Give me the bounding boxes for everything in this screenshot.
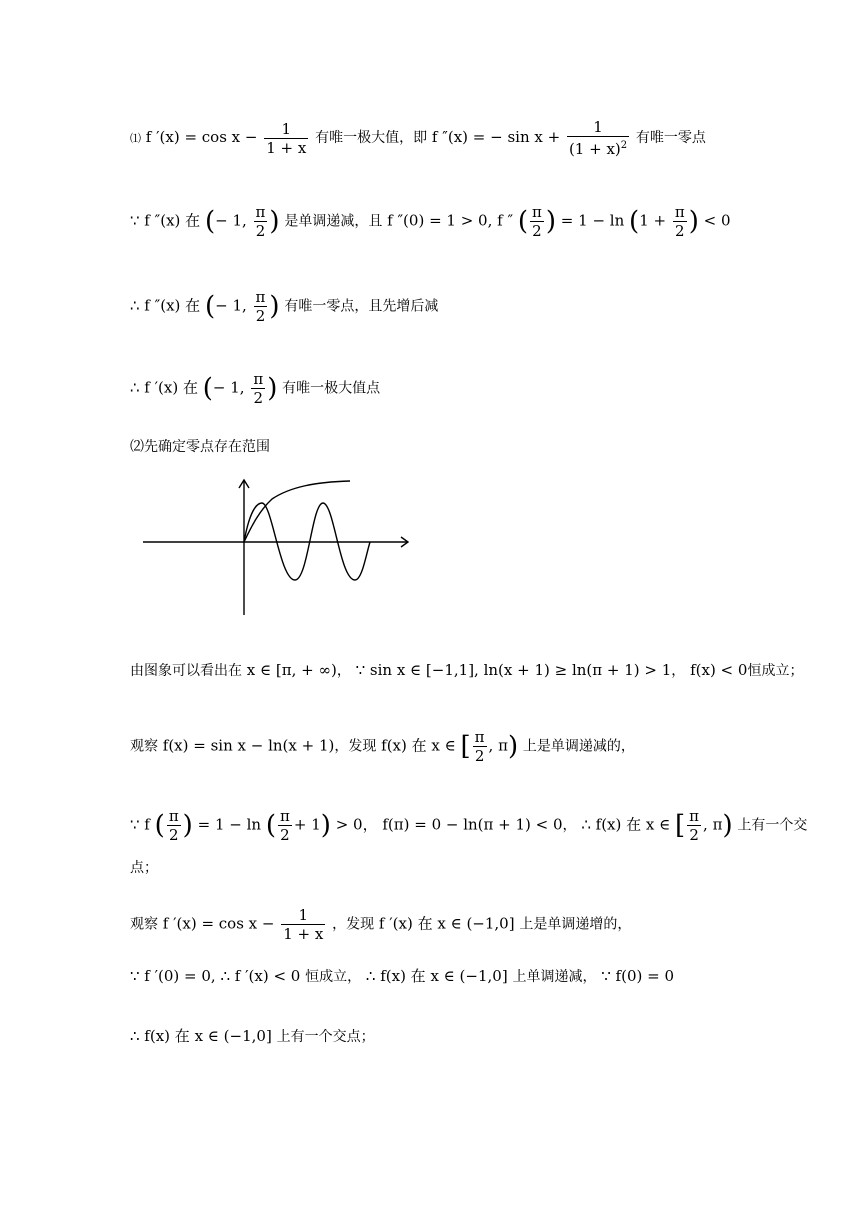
math-expr: , π — [488, 736, 508, 755]
numerator: π — [689, 807, 700, 825]
denominator: 2 — [168, 826, 179, 844]
denominator: 2 — [532, 222, 542, 240]
paren-left: ( — [204, 291, 216, 322]
math-expr: > 0， — [335, 815, 378, 834]
math-expr: ∴ f ′(x) 在 — [130, 378, 198, 397]
exponent: 2 — [620, 140, 628, 151]
line-8-continued: 点； — [130, 860, 158, 876]
text: 上单调递减， — [512, 969, 597, 985]
fraction — [278, 807, 292, 844]
paren-left: ( — [154, 810, 165, 841]
log-curve — [244, 481, 350, 542]
math-expr: ∴ f(x) 在 x ∈ (−1,0] — [130, 1027, 272, 1045]
math-expr: + 1 — [293, 815, 321, 834]
math-expr: f ′(x) = cos x − — [162, 914, 275, 933]
item-marker: ⑴ — [130, 132, 141, 145]
line-11 — [130, 1026, 375, 1047]
math-expr: f ′(x) 在 x ∈ (−1,0] — [378, 914, 515, 933]
paren-left: ( — [629, 206, 640, 237]
line-8 — [130, 807, 807, 844]
denominator: 2 — [675, 222, 685, 240]
denominator: 2 — [253, 389, 264, 407]
function-graph — [140, 475, 415, 620]
math-expr: 1 + — [639, 211, 667, 230]
paren-right: ) — [182, 810, 193, 841]
text: 观察 — [130, 738, 158, 755]
math-expr: f(x) 在 x ∈ — [381, 736, 456, 755]
line-10 — [130, 966, 674, 987]
paren-left: ( — [204, 206, 216, 237]
text: ， — [671, 663, 686, 679]
paren-right: ) — [722, 810, 733, 841]
numerator: π — [532, 203, 542, 221]
text: ， — [336, 663, 351, 679]
text: 是单调递减，且 — [284, 213, 383, 230]
line-9 — [130, 906, 631, 943]
paren-right: ) — [320, 810, 331, 841]
text: 恒成立； — [747, 663, 804, 679]
line-6 — [130, 660, 803, 681]
fraction — [530, 203, 544, 240]
fraction — [567, 118, 629, 158]
line-2 — [130, 203, 731, 240]
fraction — [687, 807, 701, 844]
text: 有唯一零点 — [635, 130, 706, 146]
paren-left: ( — [202, 373, 213, 404]
denominator: 2 — [255, 307, 266, 325]
text: ， — [562, 817, 577, 834]
text: ，发现 — [334, 738, 377, 755]
math-expr: ∵ f(0) = 0 — [601, 967, 675, 985]
line-3 — [130, 288, 438, 325]
math-expr: ∵ sin x ∈ [−1,1], ln(x + 1) ≥ ln(π + 1) > 1 — [355, 661, 672, 679]
text: 上有一个交 — [737, 817, 808, 834]
line-1 — [130, 118, 706, 158]
text: 有唯一极大值点 — [282, 380, 381, 397]
denominator: 2 — [280, 826, 290, 844]
numerator: 1 — [264, 120, 308, 139]
math-expr: < 0 — [703, 211, 731, 230]
text: 观察 — [130, 916, 158, 933]
numerator: π — [674, 203, 685, 221]
math-expr: , π — [703, 815, 723, 834]
paren-right: ) — [269, 206, 280, 237]
denominator: 1 + x — [283, 925, 324, 943]
fraction — [264, 120, 308, 157]
paren-right: ) — [267, 373, 278, 404]
bracket-left: [ — [675, 810, 686, 841]
line-5: ⑵先确定零点存在范围 — [130, 439, 270, 455]
numerator: π — [255, 288, 266, 306]
math-expr: ∴ f ″(x) 在 — [130, 296, 201, 315]
fraction — [251, 370, 265, 407]
denominator: 1 + x — [266, 138, 307, 157]
denominator: 2 — [689, 826, 699, 844]
math-expr: − 1, — [212, 378, 245, 397]
paren-left: ( — [517, 206, 528, 237]
paren-left: ( — [265, 810, 276, 841]
text: 由图象可以看出在 — [130, 663, 242, 679]
numerator: π — [253, 370, 264, 388]
denominator: 2 — [255, 222, 266, 240]
math-expr: f(π) = 0 − ln(π + 1) < 0 — [382, 815, 563, 834]
fraction — [673, 203, 687, 240]
paren-right: ) — [269, 291, 280, 322]
paren-right: ) — [545, 206, 557, 237]
math-expr: = 1 − ln — [560, 211, 625, 230]
bracket-left: [ — [460, 731, 471, 762]
denominator: 2 — [474, 747, 485, 765]
numerator: π — [168, 807, 179, 825]
text: ，发现 — [332, 916, 375, 933]
math-expr: x ∈ [π, + ∞) — [246, 661, 337, 679]
math-expr: f ″(0) = 1 > 0, f ″ — [387, 211, 514, 230]
math-expr: f(x) = sin x − ln(x + 1) — [162, 736, 335, 755]
math-expr: ∵ f ′(0) = 0, ∴ f ′(x) < 0 — [130, 967, 301, 985]
text: 上有一个交点； — [276, 1029, 375, 1045]
math-expr: f ″(x) = − sin x + — [431, 128, 561, 146]
text: 有唯一极大值，即 — [315, 130, 428, 146]
fraction — [254, 203, 268, 240]
fraction — [473, 728, 487, 765]
fraction — [167, 807, 181, 844]
paren-right: ) — [507, 731, 519, 762]
math-expr: ∵ f ″(x) 在 — [130, 211, 201, 230]
fraction — [254, 288, 268, 325]
math-expr: − 1, — [215, 211, 247, 230]
math-expr: ∴ f(x) 在 x ∈ (−1,0] — [365, 967, 508, 985]
numerator: π — [280, 807, 290, 825]
text: 恒成立， — [305, 969, 362, 985]
text: 有唯一零点，且先增后减 — [284, 298, 439, 315]
line-4 — [130, 370, 380, 407]
paren-right: ) — [688, 206, 699, 237]
math-expr: f ′(x) = cos x − — [145, 128, 258, 146]
numerator: π — [474, 728, 485, 746]
math-expr: ∴ f(x) 在 x ∈ — [581, 815, 671, 834]
line-7 — [130, 728, 635, 765]
text: 上是单调递增的， — [519, 916, 632, 933]
numerator: π — [255, 203, 266, 221]
denominator-base: (1 + x) — [568, 140, 621, 158]
fraction — [281, 906, 325, 943]
math-expr: = 1 − ln — [197, 815, 262, 834]
numerator: 1 — [567, 118, 629, 137]
math-expr: ∵ f — [130, 815, 150, 834]
math-expr: − 1, — [215, 296, 247, 315]
math-expr: f(x) < 0 — [690, 661, 748, 679]
text: 上是单调递减的， — [522, 738, 635, 755]
denominator — [567, 137, 629, 158]
numerator: 1 — [281, 906, 325, 925]
